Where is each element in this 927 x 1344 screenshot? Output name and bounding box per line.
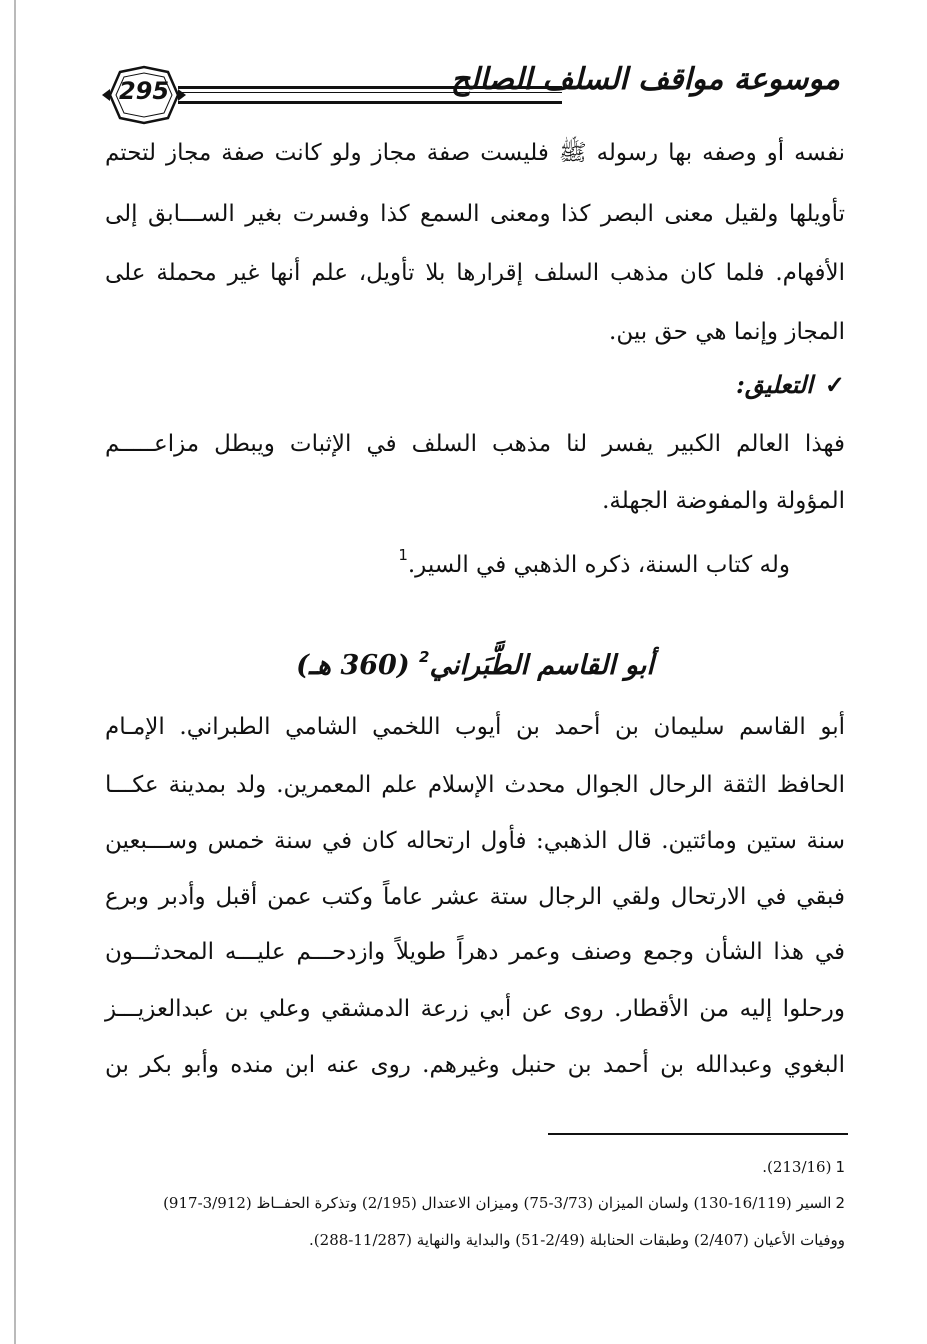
footnote-ref: 1 — [398, 546, 408, 564]
text-line: أبو القاسم سليمان بن أحمد بن أيوب اللخمي الشامي الطبراني. الإمـام — [105, 714, 845, 740]
text-line: الحافظ الثقة الرحال الجوال محدث الإسلام علم المعمرين. ولد بمدينة عكـــا — [105, 772, 845, 798]
footnote-number: 1 — [835, 1158, 845, 1176]
text-line: نفسه أو وصفه بها رسوله ﷺ فليست صفة مجاز ولو كانت صفة مجاز لتحتم — [105, 140, 845, 166]
text-line: البغوي وعبدالله بن أحمد بن حنبل وغيرهم. روى عنه ابن منده وأبو بكر بن — [105, 1052, 845, 1078]
footnote-text: السير (16/119-130) ولسان الميزان (3/73-75) وميزان الاعتدال (2/195) وتذكرة الحفــاظ (3/912-917) — [163, 1194, 832, 1212]
text-line: الأفهام. فلما كان مذهب السلف إقرارها بلا تأويل، علم أنها غير محملة على — [105, 260, 845, 286]
footnote-text: ووفيات الأعيان (2/407) وطبقات الحنابلة (2/49-51) والبداية والنهاية (11/287-288). — [309, 1231, 845, 1249]
page-number: 295 — [118, 77, 170, 105]
text-line: في هذا الشأن وجمع وصنف وعمر دهراً طويلاً وازدحـــم عليـــه المحدثـــون — [105, 939, 845, 965]
section-heading-name: أبو القاسم الطَّبَراني — [429, 650, 654, 681]
comment-heading — [736, 370, 845, 399]
text-line: فهذا العالم الكبير يفسر لنا مذهب السلف في الإثبات ويبطل مزاعـــــم — [105, 431, 845, 457]
section-heading-year: (360 هـ) — [296, 650, 410, 681]
footnote-number: 2 — [835, 1194, 845, 1212]
checkmark-icon: ✓ — [824, 370, 845, 399]
text-line: المجاز وإنما هي حق بين. — [609, 319, 845, 345]
page-header — [100, 60, 840, 130]
page-edge — [14, 0, 16, 1344]
text-line: سنة ستين ومائتين. قال الذهبي: فأول ارتحاله كان في سنة خمس وســـبعين — [105, 828, 845, 854]
book-line-text: وله كتاب السنة، ذكره الذهبي في السير. — [407, 552, 790, 578]
text-line: المؤولة والمفوضة الجهلة. — [602, 488, 845, 514]
footnote-rule — [548, 1133, 848, 1135]
section-heading — [105, 648, 845, 681]
footnote-ref: 2 — [419, 648, 430, 666]
footnote-text: (213/16). — [762, 1158, 832, 1176]
footnote-2-continued — [309, 1230, 845, 1250]
text-line: تأويلها ولقيل معنى البصر كذا ومعنى السمع كذا وفسرت بغير الســـابق إلى — [105, 201, 845, 227]
book-line — [105, 540, 845, 580]
footnote-2 — [163, 1193, 845, 1213]
text-line: فبقي في الارتحال ولقي الرجال ستة عشر عاماً وكتب عمن أقبل وأدبر وبرع — [105, 884, 845, 910]
footnote-1 — [762, 1157, 845, 1177]
text-line: ورحلوا إليه من الأقطار. روى عن أبي زرعة الدمشقي وعلي بن عبدالعزيـــز — [105, 996, 845, 1022]
header-title: موسوعة مواقف السلف الصالح — [450, 62, 840, 97]
comment-heading-label: التعليق: — [736, 370, 813, 399]
